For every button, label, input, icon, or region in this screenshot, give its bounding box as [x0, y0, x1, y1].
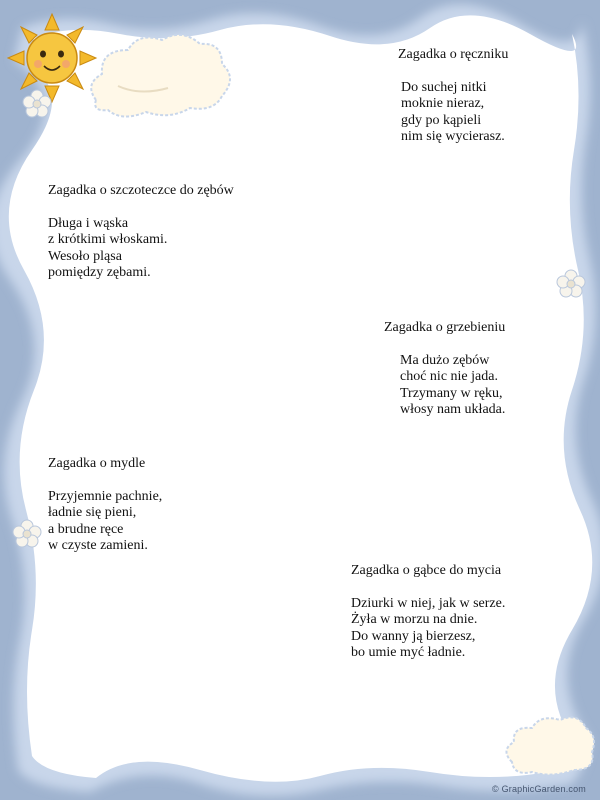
riddle-toothbrush: [48, 183, 234, 282]
riddle-line: Dziurki w niej, jak w serze.: [351, 595, 506, 611]
riddle-line: moknie nieraz,: [401, 96, 485, 111]
riddle-soap: [48, 456, 162, 555]
riddle-line: choć nic nie jada.: [400, 369, 498, 384]
riddle-towel: [398, 47, 508, 146]
riddle-title: Zagadka o mydle: [48, 456, 146, 471]
riddle-line: Żyła w morzu na dnie.: [351, 612, 478, 627]
riddle-line: a brudne ręce: [48, 521, 124, 537]
riddle-sponge: [351, 563, 505, 662]
riddle-line: włosy nam układa.: [400, 402, 506, 417]
riddle-line: ładnie się pieni,: [48, 505, 137, 520]
copyright-credit: © GraphicGarden.com: [492, 784, 586, 794]
riddle-title: Zagadka o ręczniku: [398, 47, 509, 62]
riddle-line: Wesoło pląsa: [48, 248, 122, 264]
riddle-line: nim się wycierasz.: [401, 129, 505, 144]
riddle-title: Zagadka o grzebieniu: [384, 320, 506, 335]
riddle-title: Zagadka o szczoteczce do zębów: [48, 183, 234, 198]
riddle-line: pomiędzy zębami.: [48, 265, 151, 280]
riddle-line: w czyste zamieni.: [48, 538, 148, 553]
riddle-line: Do wanny ją bierzesz,: [351, 628, 476, 644]
riddle-line: Ma dużo zębów: [400, 352, 490, 368]
riddle-line: Przyjemnie pachnie,: [48, 488, 163, 504]
riddle-line: z krótkimi włoskami.: [48, 232, 168, 247]
riddle-line: bo umie myć ładnie.: [351, 645, 466, 660]
riddle-line: Długa i wąska: [48, 215, 129, 231]
riddle-line: gdy po kąpieli: [401, 112, 482, 128]
riddle-comb: [384, 320, 505, 419]
riddle-line: Trzymany w ręku,: [400, 385, 503, 401]
riddle-line: Do suchej nitki: [401, 79, 487, 95]
riddle-title: Zagadka o gąbce do mycia: [351, 563, 502, 578]
sun-icon: [8, 14, 96, 102]
